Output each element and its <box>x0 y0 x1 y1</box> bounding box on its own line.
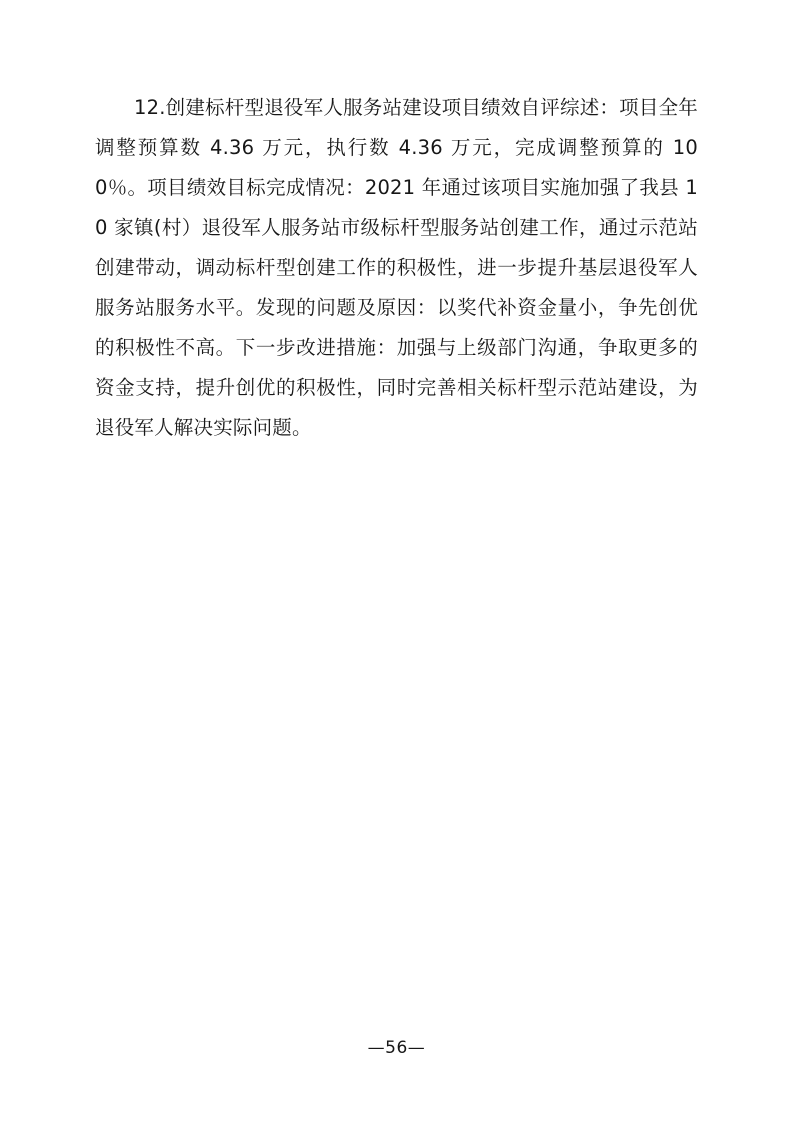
page-number-footer: —56— <box>367 1038 426 1058</box>
document-body <box>95 88 698 448</box>
paragraph-project-performance-summary: 12.创建标杆型退役军人服务站建设项目绩效自评综述：项目全年调整预算数 4.36 万元，执行数 4.36 万元，完成调整预算的 100％。项目绩效目标完成情况：2021 年通过该项目实施加强了我县 10 家镇(村）退役军人服务站市级标杆型服务站创建工作，通过示范站创建带动，调动标杆型创建工作的积极性，进一步提升基层退役军人服务站服务水平。发现的问题及原因：以奖代补资金量小，争先创优的积极性不高。下一步改进措施：加强与上级部门沟通，争取更多的资金支持，提升创优的积极性，同时完善相关标杆型示范站建设，为退役军人解决实际问题。 <box>95 96 698 439</box>
